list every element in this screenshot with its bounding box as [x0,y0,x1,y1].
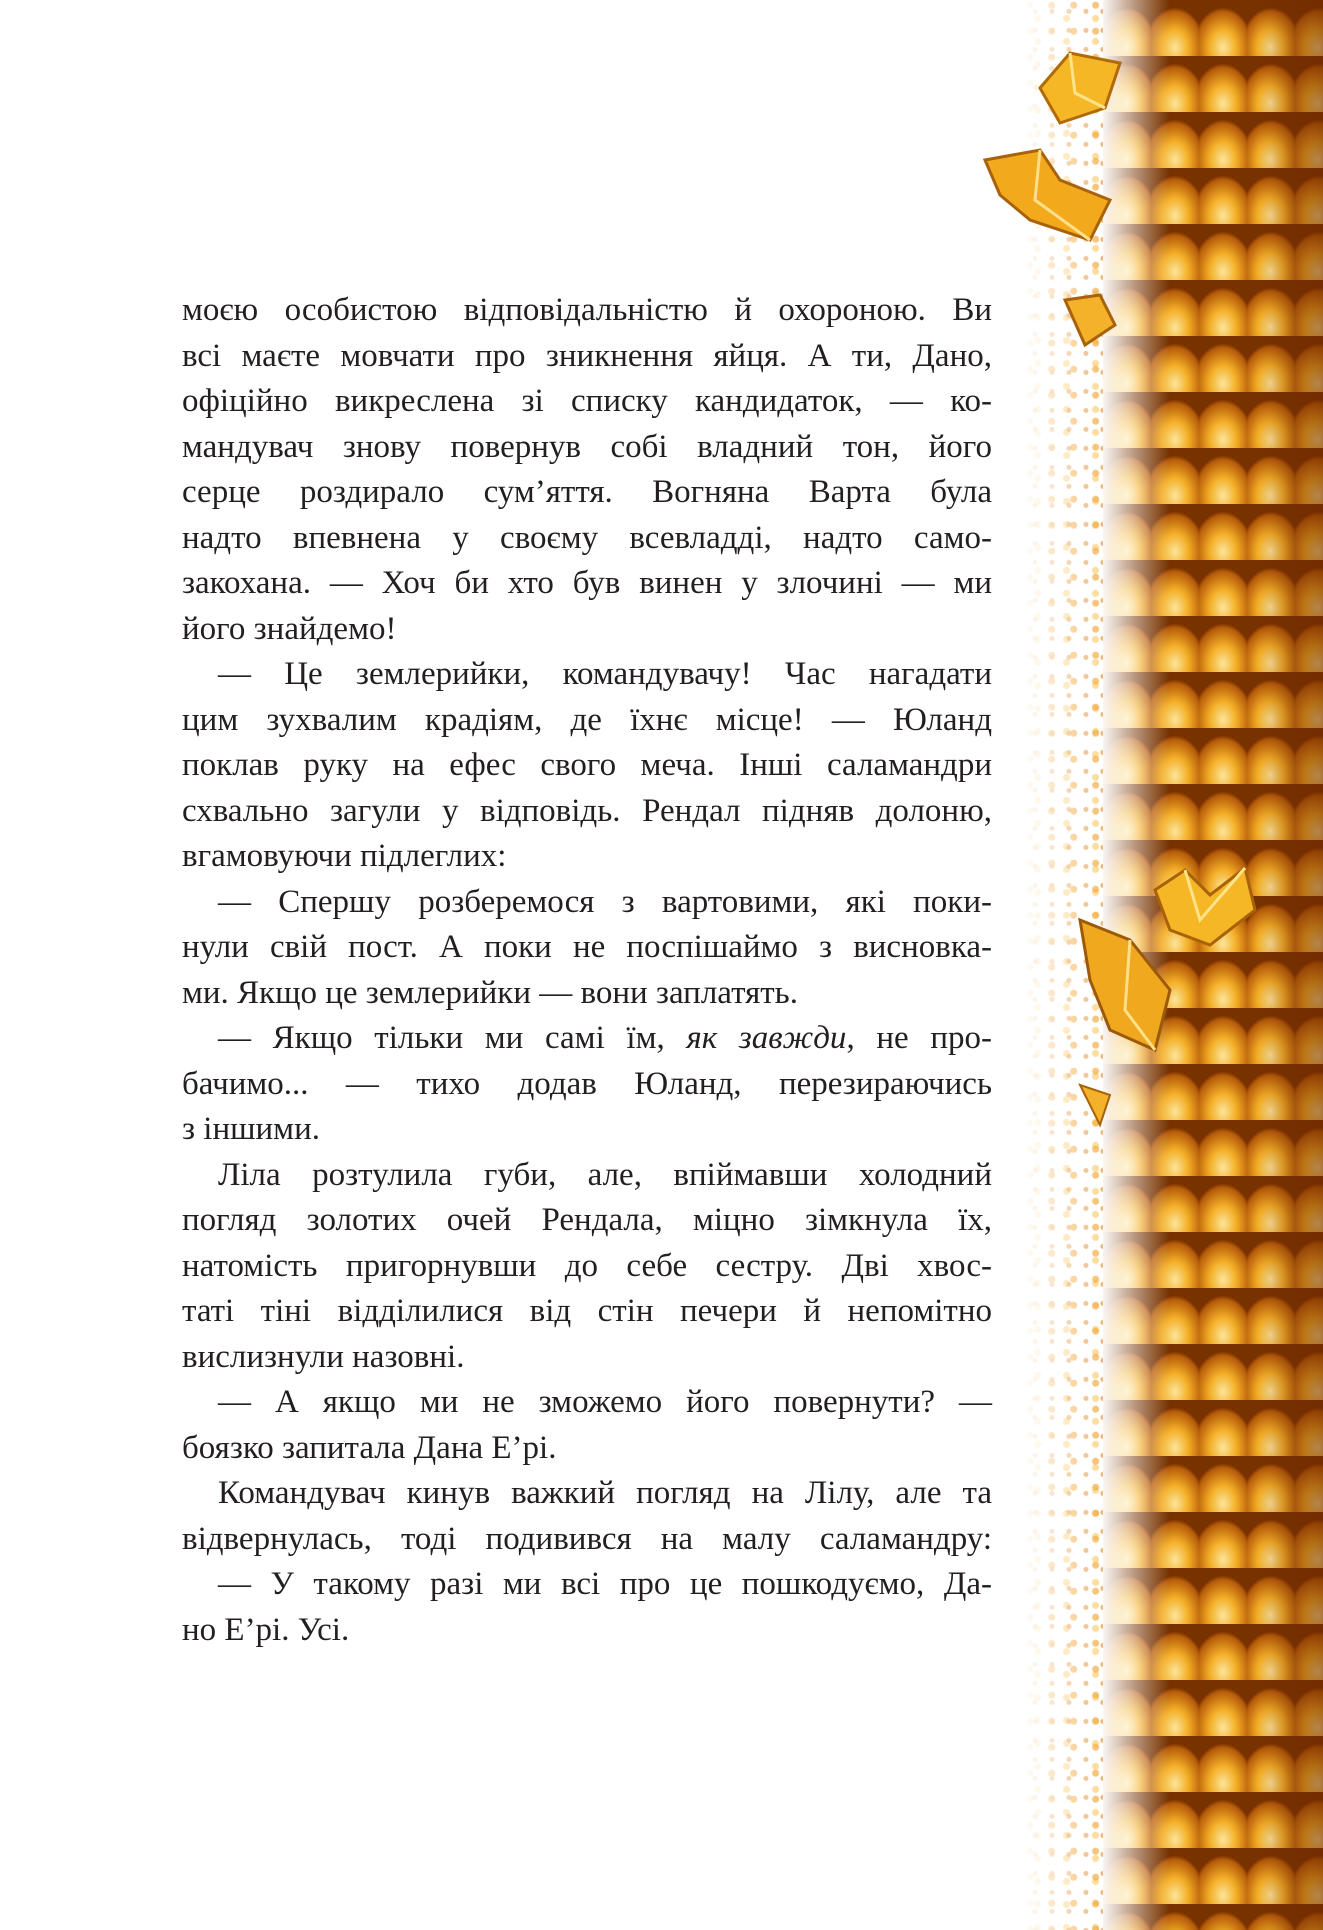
text-line: офіційно викреслена зі списку кандидаток, — ко- [182,383,992,419]
text-line: таті тіні відділилися від стін печери й непомітно [182,1293,992,1329]
golden-shard-icon [1070,910,1180,1060]
text-line: моєю особистою відповідальністю й охороною. Ви [182,292,992,328]
text-line: — Спершу розберемося з вартовими, які поки- [218,883,992,920]
text-line: ми. Якщо це землерийки — вони заплатять. [182,974,798,1011]
text-line: натомість пригорнувши до себе сестру. Дві хвос- [182,1247,992,1284]
text-line: вгамовуючи підлеглих: [182,838,507,874]
text-line: схвально загули у відповідь. Рендал підняв долоню, [182,792,992,829]
text-segment: — Якщо тільки ми самі їм, [218,1020,687,1056]
text-line: його знайдемо! [182,610,397,647]
italic-phrase: як завжди [686,1020,847,1056]
text-line: нули свій пост. А поки не поспішаймо з висновка- [182,929,992,965]
golden-shard-icon [1030,48,1130,128]
text-line-mixed [182,1016,992,1062]
text-line: закохана. — Хоч би хто був винен у злочині — ми [182,565,992,601]
body-text [182,288,992,1653]
text-line: Командувач кинув важкий погляд на Лілу, але та [218,1475,992,1511]
text-line: цим зухвалим крадіям, де їхнє місце! — Юланд [182,701,992,738]
text-line: з іншими. [182,1111,320,1147]
text-line: відвернулась, тоді подивився на малу саламандру: [182,1520,992,1557]
text-line: бачимо... — тихо додав Юланд, перезираючись [182,1065,992,1102]
text-line: погляд золотих очей Рендала, міцно зімкнула їх, [182,1202,992,1238]
text-line: всі маєте мовчати про зникнення яйця. А ти, Дано, [182,337,992,374]
text-line: — У такому разі ми всі про це пошкодуємо, Да- [218,1566,992,1602]
golden-shard-icon [1075,1080,1115,1130]
text-line: мандувач знову повернув собі владний тон, його [182,428,992,465]
text-line: поклав руку на ефес свого меча. Інші саламандри [182,747,992,783]
golden-shard-icon [980,140,1120,250]
text-line: серце роздирало сум’яття. Вогняна Варта була [182,474,992,510]
text-line: Ліла розтулила губи, але, впіймавши холодний [218,1156,992,1193]
text-line: боязко запитала Дана Е’рі. [182,1429,557,1466]
text-line: вислизнули назовні. [182,1338,465,1375]
text-line: — А якщо ми не зможемо його повернути? — [218,1384,992,1420]
text-line: — Це землерийки, командувачу! Час нагадати [218,656,992,692]
text-segment: , не про- [846,1020,992,1056]
golden-shard-icon [1060,290,1120,350]
text-line: надто впевнена у своєму всевладді, надто само- [182,519,992,556]
text-line: но Е’рі. Усі. [182,1611,350,1648]
